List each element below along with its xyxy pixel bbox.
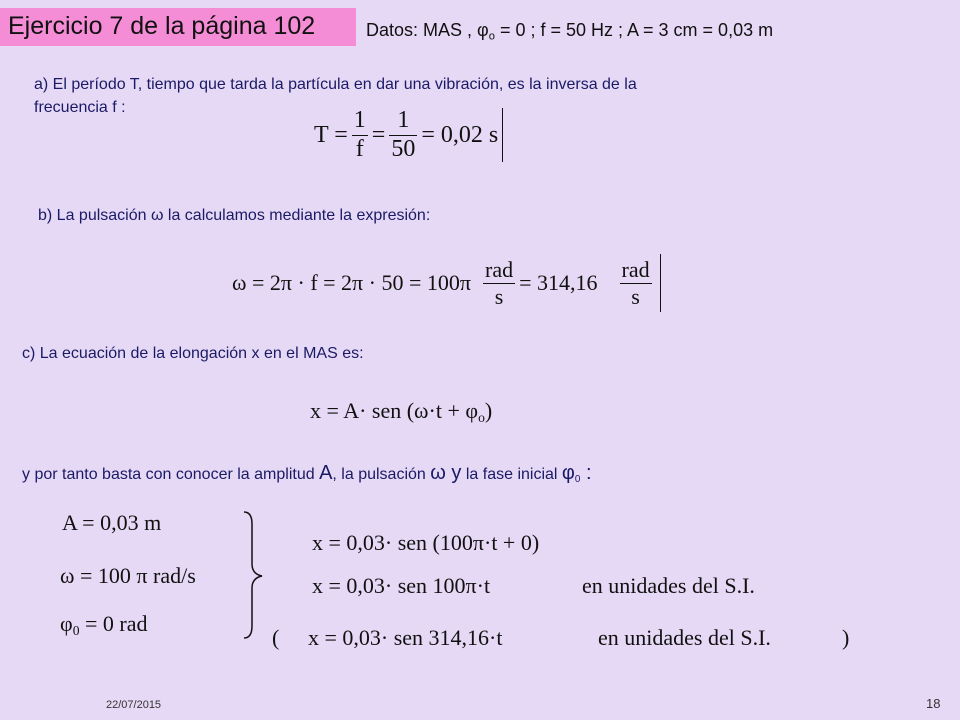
result-line-2-units: en unidades del S.I. [582, 573, 755, 598]
elongation-sub: o [478, 410, 485, 426]
text2-phi: φ [561, 462, 575, 484]
text2-end: : [580, 462, 592, 484]
given-pulsation: ω = 100 π rad/s [60, 563, 196, 588]
footer-date: 22/07/2015 [106, 699, 162, 711]
period-rhs: = 0,02 s [421, 121, 499, 148]
curly-brace-icon [240, 510, 270, 640]
text2-w: ω y [430, 462, 462, 484]
text2-pre: y por tanto basta con conocer la amplitud [22, 466, 320, 483]
period-frac1-den: f [355, 135, 364, 162]
datos-label: Datos: MAS , [366, 20, 478, 40]
pulsation-fraction-2 [620, 258, 652, 307]
period-fraction-1 [352, 108, 368, 161]
text2-phi-sub: 0 [574, 473, 581, 485]
pulsation-mid: = 314,16 [519, 270, 598, 295]
result-line-3-open: ( [272, 625, 280, 650]
pulsation-frac1-den: s [494, 283, 504, 309]
period-eq2: = [371, 121, 386, 148]
result-line-1: x = 0,03· sen (100π·t + 0) [312, 530, 540, 555]
pulsation-frac1-num: rad [485, 257, 514, 283]
elongation-main: x = A· sen (ω·t + φ [310, 398, 479, 423]
pulsation-fraction-1 [483, 258, 515, 307]
period-frac2-den: 50 [391, 135, 416, 162]
datos-line [366, 20, 773, 42]
result-line-3-eq: x = 0,03· sen 314,16·t [308, 625, 503, 650]
period-lhs: T = [314, 121, 348, 148]
datos-rest: = 0 ; f = 50 Hz ; A = 3 cm = 0,03 m [494, 20, 774, 40]
result-line-3-units: en unidades del S.I. [598, 625, 771, 650]
result-line-2-eq: x = 0,03· sen 100π·t [312, 573, 491, 598]
period-fraction-2 [389, 108, 417, 161]
given-phase-phi: φ [60, 611, 73, 636]
elongation-equation [310, 398, 492, 426]
pulsation-lhs: ω = 2π · f = 2π · 50 = 100π [232, 270, 472, 295]
part-c-text: c) La ecuación de la elongación x en el MAS es: [22, 345, 364, 362]
period-equation [314, 108, 503, 162]
part-b-text: b) La pulsación ω la calculamos mediante la expresión: [38, 207, 431, 224]
datos-phi: φ [477, 20, 489, 40]
page-number: 18 [926, 696, 941, 711]
result-marker [502, 108, 503, 162]
given-phase [60, 611, 148, 639]
part-a-text-line2: frecuencia f : [34, 99, 126, 116]
period-frac1-num: 1 [353, 107, 366, 134]
period-frac2-num: 1 [397, 107, 410, 134]
result-line-3-close: ) [842, 625, 850, 650]
result-marker [660, 254, 661, 312]
given-phase-sub: 0 [72, 623, 80, 639]
given-amplitude: A = 0,03 m [62, 510, 162, 535]
given-phase-rest: = 0 rad [79, 611, 148, 636]
page-title: Ejercicio 7 de la página 102 [8, 12, 316, 40]
part-a-text-line1: a) El período T, tiempo que tarda la partícula en dar una vibración, es la inversa de la [34, 76, 637, 93]
pulsation-equation [232, 254, 661, 312]
elongation-close: ) [484, 398, 493, 423]
text2-mid: , la pulsación [332, 466, 431, 483]
datos-phi-sub: o [488, 30, 495, 43]
text2-A: A [319, 462, 333, 484]
part-c-text2 [22, 462, 592, 485]
pulsation-frac2-den: s [631, 283, 640, 309]
text2-rest: la fase inicial [461, 466, 562, 483]
pulsation-frac2-num: rad [621, 257, 650, 283]
